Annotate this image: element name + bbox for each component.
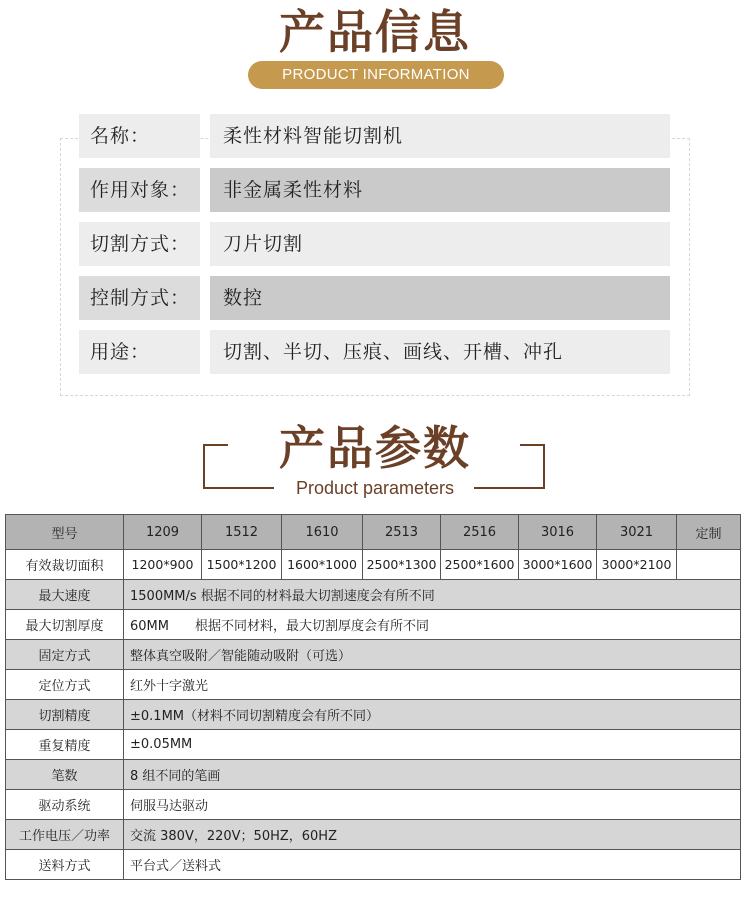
info-value: 柔性材料智能切割机	[210, 114, 670, 158]
row-label: 切割精度	[6, 700, 124, 730]
header-cell: 1209	[124, 515, 202, 550]
row-value: 交流 380V，220V；50HZ，60HZ	[124, 820, 741, 850]
header-cell: 2513	[363, 515, 441, 550]
row-label: 笔数	[6, 760, 124, 790]
table-row	[6, 790, 741, 820]
info-row-target	[79, 168, 670, 212]
info-label: 作用对象：	[79, 168, 200, 212]
row-label: 最大切割厚度	[6, 610, 124, 640]
table-row	[6, 640, 741, 670]
table-row	[6, 550, 741, 580]
header-cell: 1610	[282, 515, 363, 550]
header-cell: 型号	[6, 515, 124, 550]
info-label: 切割方式：	[79, 222, 200, 266]
size-cell	[677, 550, 741, 580]
info-value: 数控	[210, 276, 670, 320]
row-label: 有效裁切面积	[6, 550, 124, 580]
row-label: 重复精度	[6, 730, 124, 760]
row-value: 整体真空吸附／智能随动吸附（可选）	[124, 640, 741, 670]
size-cell: 1600*1000	[282, 550, 363, 580]
table-row	[6, 670, 741, 700]
info-row-name	[79, 114, 670, 158]
product-info-title: 产品信息	[279, 5, 471, 59]
header-cell: 定制	[677, 515, 741, 550]
table-header-row	[6, 515, 741, 550]
row-value: 红外十字激光	[124, 670, 741, 700]
size-cell: 3000*1600	[519, 550, 597, 580]
row-value: 平台式／送料式	[124, 850, 741, 880]
info-row-cutting-method	[79, 222, 670, 266]
row-value: 1500MM/s 根据不同的材料最大切割速度会有所不同	[124, 580, 741, 610]
info-label: 名称：	[79, 114, 200, 158]
row-label: 驱动系统	[6, 790, 124, 820]
row-value: ±0.1MM（材料不同切割精度会有所不同）	[124, 700, 741, 730]
row-label: 固定方式	[6, 640, 124, 670]
info-row-control-method	[79, 276, 670, 320]
table-row	[6, 730, 741, 760]
product-info-subtitle-badge: PRODUCT INFORMATION	[248, 61, 504, 89]
row-value: 8 组不同的笔画	[124, 760, 741, 790]
table-row	[6, 580, 741, 610]
table-row	[6, 820, 741, 850]
info-value: 非金属柔性材料	[210, 168, 670, 212]
row-value: ±0.05MM	[124, 730, 741, 760]
product-params-title: 产品参数	[279, 421, 471, 475]
row-label: 工作电压／功率	[6, 820, 124, 850]
header-cell: 3016	[519, 515, 597, 550]
table-row	[6, 700, 741, 730]
info-value: 刀片切割	[210, 222, 670, 266]
header-cell: 1512	[202, 515, 282, 550]
info-label: 用途：	[79, 330, 200, 374]
product-params-table	[5, 514, 741, 880]
row-label: 定位方式	[6, 670, 124, 700]
size-cell: 3000*2100	[597, 550, 677, 580]
size-cell: 2500*1600	[441, 550, 519, 580]
table-row	[6, 610, 741, 640]
row-label: 最大速度	[6, 580, 124, 610]
size-cell: 2500*1300	[363, 550, 441, 580]
info-value: 切割、半切、压痕、画线、开槽、冲孔	[210, 330, 670, 374]
row-value: 60MM 根据不同材料，最大切割厚度会有所不同	[124, 610, 741, 640]
size-cell: 1500*1200	[202, 550, 282, 580]
header-cell: 3021	[597, 515, 677, 550]
product-params-subtitle: Product parameters	[295, 478, 455, 498]
size-cell: 1200*900	[124, 550, 202, 580]
info-row-usage	[79, 330, 670, 374]
row-label: 送料方式	[6, 850, 124, 880]
table-row	[6, 850, 741, 880]
info-label: 控制方式：	[79, 276, 200, 320]
table-row	[6, 760, 741, 790]
header-cell: 2516	[441, 515, 519, 550]
row-value: 伺服马达驱动	[124, 790, 741, 820]
